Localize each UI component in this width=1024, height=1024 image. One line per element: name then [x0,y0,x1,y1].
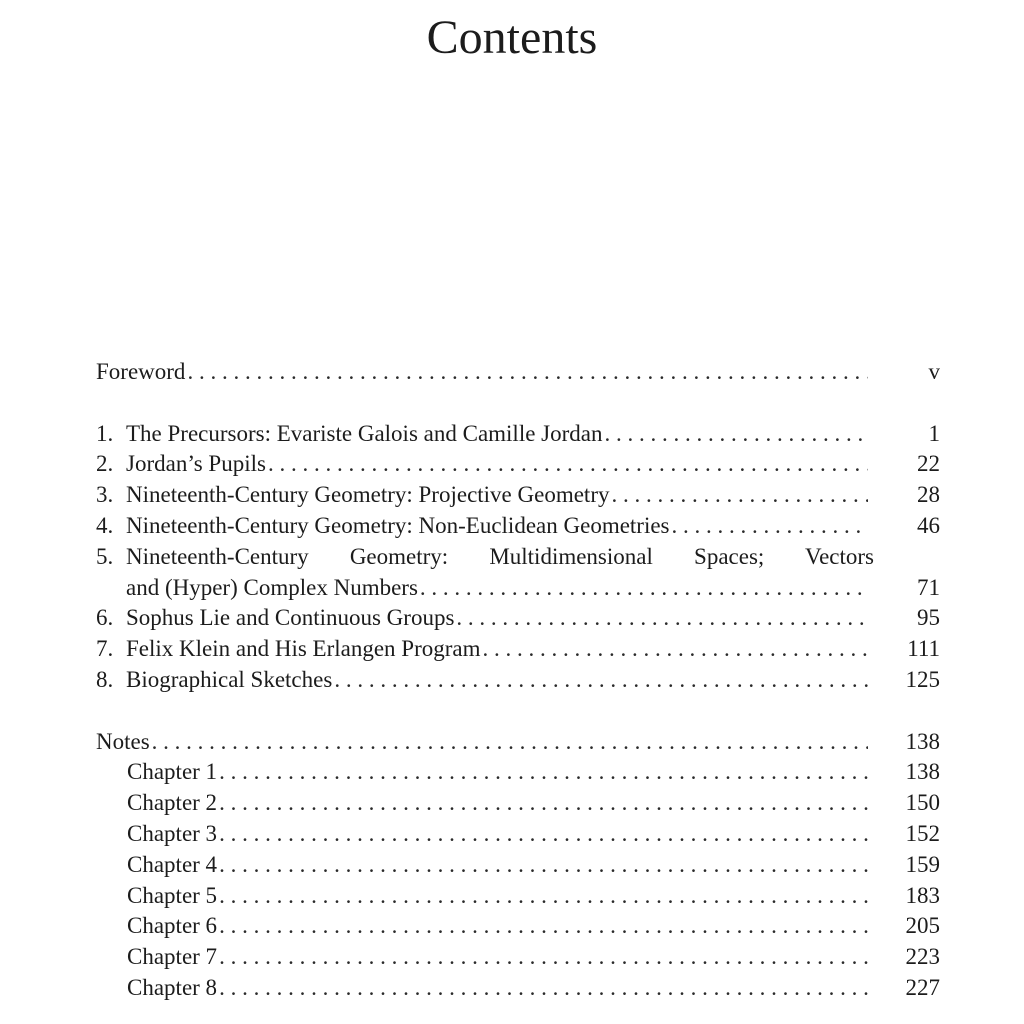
dot-leader [605,419,869,450]
toc-entry-chapter-7[interactable] [96,634,940,665]
chapter-number: 4. [96,512,114,538]
entry-label: Chapter 8 [127,974,218,1000]
chapter-number: 6. [96,605,114,631]
dot-leader [219,881,868,912]
toc-entry-chapter-4[interactable] [96,511,940,542]
page-number: 205 [905,913,940,939]
dot-leader [219,757,868,788]
page-number: 71 [917,574,940,600]
entry-label: Chapter 4 [127,851,218,877]
dot-leader [219,850,868,881]
toc-entry-notes-chapter-7[interactable] [96,942,940,973]
toc-entry-notes-chapter-5[interactable] [96,881,940,912]
toc-entry-notes-chapter-1[interactable] [96,757,940,788]
page-title: Contents [426,11,598,64]
toc-entry-notes-chapter-6[interactable] [96,911,940,942]
chapter-number: 8. [96,666,114,692]
entry-label: Jordan’s Pupils [126,451,266,477]
dot-leader [219,973,868,1004]
toc-entry-chapter-5-line-1[interactable] [96,542,940,573]
toc-entry-notes-chapter-8[interactable] [96,973,940,1004]
entry-label: Nineteenth-Century Geometry: Non-Euclidean Geometries [126,512,670,538]
page-number: 22 [917,451,940,477]
entry-label: Notes [96,728,150,754]
dot-leader [334,665,868,696]
dot-leader [611,480,868,511]
dot-leader [219,819,868,850]
page-number: 28 [917,482,940,508]
page-number: v [928,359,940,384]
dot-leader [672,511,868,542]
dot-leader [187,357,868,388]
dot-leader [420,573,868,604]
dot-leader [219,942,868,973]
dot-leader [219,911,868,942]
entry-label: Chapter 3 [127,820,218,846]
page-number: 227 [905,974,940,1000]
entry-label: and (Hyper) Complex Numbers [126,574,418,600]
toc-entry-chapter-8[interactable] [96,665,940,696]
entry-label: Foreword [96,359,186,384]
toc-entry-chapter-5-line-2[interactable] [96,573,940,604]
chapter-number: 1. [96,420,114,446]
dot-leader [219,788,868,819]
entry-label: Chapter 2 [127,790,218,816]
page-number: 125 [905,666,940,692]
entry-label: Nineteenth-Century Geometry: Projective Geometry [126,482,610,508]
chapter-number: 2. [96,451,114,477]
chapter-number: 7. [96,636,114,662]
toc-entry-foreword[interactable] [96,357,940,388]
toc-entry-notes-chapter-2[interactable] [96,788,940,819]
entry-label: Biographical Sketches [126,666,333,692]
entry-label: Chapter 5 [127,882,218,908]
entry-label: Sophus Lie and Continuous Groups [126,605,455,631]
page-number: 95 [917,605,940,631]
dot-leader [268,449,868,480]
page-number: 159 [905,851,940,877]
page-number: 111 [907,636,940,662]
table-of-contents [96,357,940,1004]
entry-label: Chapter 7 [127,944,218,970]
page-number: 223 [905,944,940,970]
entry-label: Nineteenth-Century Geometry: Multidimensional Spaces; Vectors [126,543,874,569]
dot-leader [483,634,868,665]
toc-entry-chapter-2[interactable] [96,449,940,480]
toc-entry-notes[interactable] [96,727,940,758]
toc-entry-chapter-1[interactable] [96,419,940,450]
entry-label: Chapter 6 [127,913,218,939]
toc-entry-notes-chapter-3[interactable] [96,819,940,850]
chapter-number: 5. [96,543,114,569]
entry-label: Felix Klein and His Erlangen Program [126,636,481,662]
dot-leader [456,603,868,634]
toc-entry-notes-chapter-4[interactable] [96,850,940,881]
toc-entry-chapter-3[interactable] [96,480,940,511]
page-number: 138 [905,728,940,754]
toc-entry-chapter-6[interactable] [96,603,940,634]
dot-leader [152,727,868,758]
entry-label: The Precursors: Evariste Galois and Camille Jordan [126,420,603,446]
page-number: 183 [905,882,940,908]
page-number: 138 [905,759,940,785]
page-number: 46 [917,512,940,538]
page-number: 150 [905,790,940,816]
page-number: 152 [905,820,940,846]
entry-label: Chapter 1 [127,759,218,785]
page-number: 1 [928,420,940,446]
chapter-number: 3. [96,482,114,508]
